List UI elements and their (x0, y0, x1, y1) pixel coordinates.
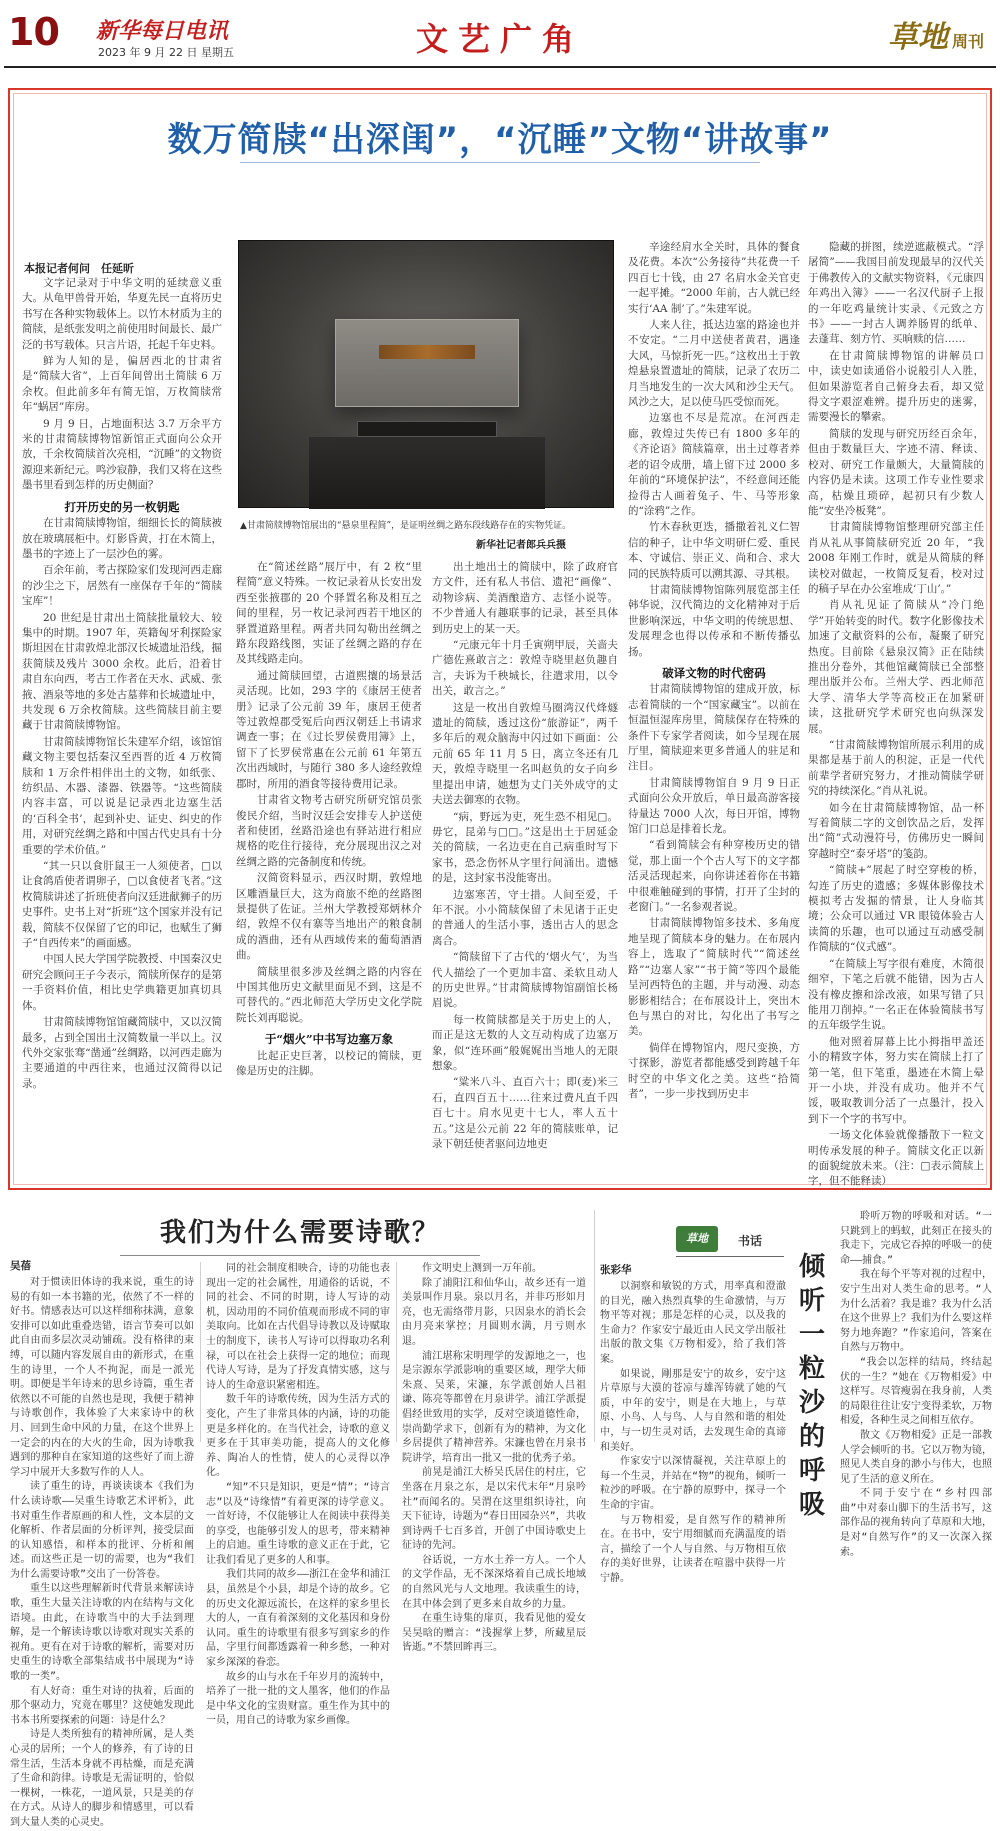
display-pedestal (309, 437, 545, 509)
essay-title-vertical: 倾听一粒沙的呼吸 (798, 1252, 825, 1520)
photo-caption: ▲甘肃简牍博物馆展出的“悬泉里程简”，是证明丝绸之路东段线路存在的实物凭证。 (240, 521, 572, 531)
bamboo-slip (379, 345, 475, 359)
paragraph: 鲜为人知的是，偏居西北的甘肃省是“简牍大省”，上百年间曾出土简牍 6 万余枚。但此前多年有简无馆，万枚简牍常年“蜗居”库房。 (22, 355, 222, 414)
poetry-column-2 (206, 1262, 390, 1727)
paragraph: 我在每个平等对视的过程中，安宁生出对人类生命的思考。“人为什么活着？我是谁？我为什么活在这个世界上？我们为什么要这样努力地奔跑？”作家追问，答案在自然与万物中。 (840, 1269, 992, 1354)
paragraph: 肖从礼见证了简牍从“冷门绝学”开始转变的时代。数字化影像技术加速了文献资料的公布，凝聚了研究热度。目前除《悬泉汉简》正在陆续推出分卷外，其他馆藏简牍已全部整理出版并公布。兰州大学、西北师范大学、清华大学等高校正在加紧研读，这批研究学术研究也向纵深发展。 (808, 599, 984, 735)
poetry-column-3 (402, 1262, 586, 1654)
bamboo-slip-photo (238, 240, 614, 508)
paragraph: “看到简牍会有种穿梭历史的错觉，那上面一个个古人写下的文字都活灵活现起来，向你讲述着你在书籍中很难触碰到的事情，打开了尘封的老窗门。”一名参观者说。 (628, 839, 800, 914)
paragraph: 这是一枚出自敦煌马圈湾汉代烽燧遗址的简牍，透过这份“旅游证”，两千多年后的观众脑海中闪过如下画面：公元前 65 年 11 月 5 日，离立冬还有几天，敦煌寺晓里一名叫赵负的女子向乡里提出申请，她想为丈门关外成守的丈夫送去御寒的衣物。 (432, 701, 618, 807)
poetry-author: 吴蓓 (10, 1260, 31, 1272)
paragraph: 出土地出土的简牍中，除了政府官方文件，还有私人书信、遗祀“画像”、动物诊病、美酒酿造方、志怪小说等。不少普通人有趣联事的记录，甚至具体到历史上的某一天。 (432, 561, 618, 635)
paragraph: 中国人民大学国学院教授、中国秦汉史研究会顾问王子今表示，简牍所保存的是第一手资料价值，相比史学典籍更加真切具体。 (22, 953, 222, 1012)
label-rule (676, 1256, 784, 1257)
paragraph: 简牍的发现与研究历经百余年，但由于数量巨大、字迹不清、释读、校对、研究工作量颇大，大量简牍的内容仍是未读。这项工作专业性要求高，枯燥且琐碎，起初只有少数人能“安坐冷板凳”。 (808, 427, 984, 517)
paragraph: 前晃是浦江大桥吴氏居住的村庄，它坐落在月泉之东，是以宋代末年“月泉吟社”而闻名的。吴渭在这里组织诗社，向天下征诗，诗题为“春日田园杂兴”，共收到诗两千七百多首，开创了中国诗歌史上征诗的先河。 (402, 1467, 586, 1552)
paragraph: 在重生诗集的扉页，我看见他的爱女吴昊晗的赠言：“浅握掌上梦，所藏星辰皆逝。”不禁回眸再三。 (402, 1613, 586, 1654)
paragraph: 文字记录对于中华文明的延续意义重大。从龟甲兽骨开始，华夏先民一直将历史书写在各种实物载体上。以竹木材质为主的简牍，是纸张发明之前使用时间最长、最广泛的书写载体。只言片语，托起千年史料。 (22, 277, 222, 351)
feature-article-box (8, 88, 992, 1190)
paragraph: 隐藏的拼图，续逆遮蔽模式。“浮屠简”——我国目前发现最早的汉代关于佛教传入的文献实物资料，《元康四年鸡出入簿》——一名汉代厨子上报的一年吃鸡量统计实录、《元致之方书》——一封古人调养肠胃的纸单、去蓬茸、刻方竹、买晌赎的信…… (808, 241, 984, 346)
photo-credit: 新华社记者郎兵兵摄 (476, 540, 566, 551)
paragraph: “简牍+”展起了时空穿梭的桥，勾连了历史的遗感；多媒体影像技术模拟考古发掘的情景，让人身临其境；公众可以通过 VR 眼镜体验古人读简的乐趣，也可以通过互动感受制作简牍的“仪式感”。 (808, 864, 984, 954)
feature-headline: 数万简牍“出深闺”，“沉睡”文物“讲故事” (167, 120, 833, 160)
masthead-rule (4, 66, 996, 68)
paragraph: “在简牍上写字很有难度，木简很细窄，下笔之后就不能错，因为古人没有橡皮擦和涂改液，如果写错了只能用刀削掉。”一名正在体验简牍书写的五年级学生说。 (808, 957, 984, 1032)
paragraph: “我会以怎样的结局，终结起伏的一生？”她在《万物相爱》中这样写。尽管瘦弱在我身前，人类的局限往往让安宁变得柔软，万物相爱，各种生灵之间相互依存。 (840, 1356, 992, 1427)
supplement-sub: 周刊 (951, 32, 984, 51)
paper-name: 新华每日电讯 (96, 18, 229, 44)
paragraph: 重生以这些理解新时代背景来解读诗歌，重生大量关注诗歌的内在结构与文化语境。由此，在诗歌当中的大手法到理解，是一个解读诗歌以诗歌对现实关系的视角。更有在对于诗歌的解析，需要对历史重生的诗歌全部集结成书中展现为“诗歌的一类”。 (10, 1583, 194, 1683)
paragraph: 诗是人类所独有的精神所属，是人类心灵的居所；一个人的修养，有了诗的日常生活，生活本身就不再枯燥，而是充满了生命和韵律。诗歌是无需证明的，恰似一棵树，一株花，一道风景，只是美的存在方式。从诗人的脚步和情感里，可以看到大量人类的心灵史。 (10, 1729, 194, 1828)
paragraph: 散文《万物相爱》正是一部教人学会倾听的书。它以万物为镜，照见人类自身的渺小与伟大，也照见了生活的意义所在。 (840, 1429, 992, 1485)
paragraph: 甘肃简牍博物馆自 9 月 9 日正式面向公众开放后，单日最高游客接待量达 7000 人次，每日开馆，博物馆门口总是排着长龙。 (628, 776, 800, 836)
paragraph: “知”不只是知识，更是“情”；“诗言志”以及“诗缘情”有着更深的诗学意义。一首好诗，不仅能够让人在阅读中获得美的享受，也能够引发人的思考，带来精神上的启迪。重生诗歌的意义正在于此，它让我们看见了更多的人和事。 (206, 1481, 390, 1566)
paragraph: “其一只以食肝鼠王一人须使者，□以让食鸽盾使者谓卵子，□以食使者飞者。”这枚简牍讲述了折班使者向汉廷进献狮子的历史事件。史书上对“折班”这个国家并没有记载，简牍不仅保留了它的印记，也赋生了狮子“自西传来”的画面感。 (22, 860, 222, 950)
paragraph: 一场文化体验就像播散下一粒文明传承发展的种子。简牍文化正以新的面貌绽放未来。（注：□表示简牍上字，但不能释读） (808, 1129, 984, 1188)
feature-column-3 (432, 560, 618, 1186)
paragraph: 同的社会制度相映合，诗的功能也表现出一定的社会属性，用通俗的话说，不同的社会、不同的时期，诗人写诗的动机，因动用的不同价值观而形成不同的审美取向。比如在古代倡导诗教以及诗赋取士的制度下，读书人写诗可以得取功名利禄，可以在社会上获得一定的地位；而现代诗人写诗，是为了抒发真情实感，这与诗人的生命意识紧密相连。 (206, 1263, 390, 1391)
paragraph: 对于惯读旧体诗的我来说，重生的诗易的有如一本书籍的光，依然了不一样的好书。情感表达可以这样细称抹满，意象安排可以如此重叠迭错，语言节奏可以如此自由而多层次灵动铺疏。没有格律的束缚，可以随内容发展自由的新形式，在重生的诗里，一个人不拘泥，而是一派光明。即便是半年诗来的思乡诗篇，重生者依然以不可能的自然也是现，我便于精神与诗歌创作，我体验了大来家诗中的秋月、回到生命中风的力量，在这个世界上一定会的内在的大火的生命，因为诗歌我遇到的那种自在家知道的这些好了而上游学习中展开大多数写作的人人。 (10, 1277, 194, 1478)
paragraph: 辛途经肩水全关时，具体的餐食及花费。本次“公务接待”共花费一千四百七十钱，由 27 名肩水金关官吏一起平摊。“2000 年前，古人就已经实行‘AA 制’了。”朱建军说。 (628, 241, 800, 315)
essay-column-2 (840, 1210, 992, 1558)
poetry-article-title: 我们为什么需要诗歌？ (10, 1212, 590, 1256)
essay-author: 张彩华 (600, 1264, 632, 1276)
paragraph: 甘肃简牍博物馆的建成开放，标志着简牍的一个“国家藏宝”。以前在恒温恒湿库房里，简牍保存在特殊的条件下专家学者阅读，如今呈现在展厅里，简牍迎来更多普通人的驻足和注目。 (628, 683, 800, 773)
paragraph: 除了浦阳江和仙华山，故乡还有一道美景叫作月泉。泉以月名，并非巧形如月亮，也无需络带月影，只因泉水的消长会由月亮来掌控；月圆则水满，月亏则水退。 (402, 1277, 586, 1347)
paragraph: 他对照着屏幕上比小拇指甲盖还小的精致字体，努力实在简牍上打了第一笔，但下笔重，墨迹在木简上晕开一小块，并没有成功。他并不气馁，吸取教训分活了一点墨汁，投入到下一个字的书写中。 (808, 1035, 984, 1125)
section-title: 文艺广角 (415, 20, 584, 58)
paragraph: 倘佯在博物馆内，咫尺变换，方寸探影，游览者都能感受到跨越千年时空的中华文化之美。这些“拾简者”，一步一步找到历史丰 (628, 1041, 800, 1100)
paragraph: 通过简牍回望，古道熙攘的场景活灵活现。比如，293 字的《康居王使者册》记录了公元前 39 年，康居王使者等过敦煌郡受冤后向西汉朝廷上书请求调查一事；在《过长罗侯费用簿》上，留下了长罗侯常惠在公元前 61 年第五次出西域时，与随行 380 多人途经敦煌郡时，所用的酒食等接待费用记录。 (236, 669, 422, 790)
column-divider (594, 1210, 595, 1442)
paragraph: 谷话说，一方水土养一方人。一个人的文学作品，无不深深烙着自己成长地域的自然风光与人文地理。我读重生的诗，在其中体会到了更多来自故乡的力量。 (402, 1554, 586, 1610)
masthead (0, 0, 1000, 68)
paragraph: 我们共同的故乡——浙江在金华和浦江县，虽然是个小县，却是个诗的故乡。它的历史文化源远流长，在这样的家乡里长大的人，一直有着深刻的文化基因和身份认同。重生的诗歌里有很多写到家乡的作品，字里行间都透露着一种乡愁，一种对家乡深深的眷恋。 (206, 1569, 390, 1669)
paragraph: 如果说，剛那是安宁的故乡，安宁这片草原与大漠的苍凉与雄浑铸就了她的气质，中年的安宁，则是在大地上，与草原、小鸟、人与鸟、人与自然和谐的相处中，与一切生灵对话，去发现生命的真谛和美好。 (600, 1368, 786, 1453)
subheading: 破译文物的时代密码 (662, 665, 766, 680)
page-number: 10 (8, 10, 59, 54)
column-label-shuhua: 书话 (738, 1234, 763, 1248)
display-case (335, 319, 519, 407)
feature-byline: 本报记者何问 任延昕 (24, 262, 134, 275)
paragraph: 20 世纪是甘肃出土简牍批量较大、较集中的时期。1907 年，英籍匈牙利探险家斯坦因在甘肃敦煌北部汉长城遗址沿线，掘获简牍及残片 3000 余枚。此后，沿着甘肃自东向西，考古工作者在天水、武威、张掖、酒泉等地的多处古墓葬和长城遗址中，共发现 6 万余枚简牍。这些简牍目前主要藏于甘肃简牍博物馆。 (22, 611, 222, 732)
subheading: 于“烟火”中书写边塞万象 (264, 1032, 394, 1047)
paragraph: 甘肃简牍博物馆整理研究部主任肖从礼从事简牍研究近 20 年，“我 2008 年刚工作时，就是从简牍的释读校对做起，一枚简反复看，校对过的稿子早在办公室堆成‘丁山’。” (808, 521, 984, 595)
paragraph: 甘肃简牍博物馆馆藏简牍中，又以汉简最多，占到全国出土汉简数量一半以上。汉代外交家张骞“凿通”丝绸路，以河西走廊为主要通道的中西往来，也通过汉简得以记录。 (22, 1016, 222, 1090)
paragraph: 甘肃省文物考古研究所研究馆员张俊民介绍，当时汉廷会安排专人护送使者和使团，丝路沿途也有驿站进行相应规格的吃住行接待，充分展现出汉之对丝绸之路的完备制度和传统。 (236, 794, 422, 868)
subheading: 打开历史的另一枚钥匙 (64, 499, 180, 514)
paragraph: 在甘肃简牍博物馆的讲解员口中，读史如读通俗小说般引人入胜，但如果游览者自己俯身去看，却又觉得文字艰涩难辨。提升历史的迷雾，需要漫长的攀索。 (808, 349, 984, 424)
paragraph: “简牍留下了古代的‘烟火气’，为当代人描绘了一个更加丰富、柔软且动人的历史世界。”甘肃简牍博物馆副馆长杨眉说。 (432, 951, 618, 1010)
column-divider (396, 1262, 397, 1442)
paragraph: 甘肃简牍博物馆陈列展览部主任韩华说，汉代简边的文化精神对于后世影响深远，中华文明的传统思想、发展理念也得以传承和不断传播弘扬。 (628, 583, 800, 658)
caodi-badge: 草地 (676, 1226, 718, 1252)
paragraph: 与万物相爱，是自然写作的精神所在。在书中，安宁用细腻而充满温度的语言，描绘了一个人与自然、与万物相互依存的美好世界，让读者在喧嚣中获得一片宁静。 (600, 1514, 786, 1584)
feature-column-1 (22, 276, 222, 1186)
feature-column-2 (236, 560, 422, 1186)
paragraph: 浦江堪称宋明理学的发源地之一，也是宗源东学派影响的重要区域，理学大师朱熹、吴莱，宋濂，东学派创始人吕祖谦、陈亮等都曾在月泉讲学。浦江学派提倡经世致用的实学，反对空谈道德性命，崇尚勤学求下，创新有为的精神，为文化乡居提供了精神营养。宋濂也曾在月泉书院讲学，培育出一批又一批的优秀子弟。 (402, 1350, 586, 1464)
paragraph: 汉简资料显示，西汉时期，敦煌地区雕酒量巨大，这为商旅不绝的丝路图景提供了佐证。兰州大学教授郑炳林介绍，敦煌不仅有寨等当地出产的粮食制成的酒曲，还有从西域传来的葡萄酒酒曲。 (236, 872, 422, 962)
headline-rule (240, 162, 760, 163)
column-divider (200, 1262, 201, 1442)
paragraph: 在甘肃简牍博物馆，细细长长的简牍被放在玻璃展柜中。灯影昏黄，打在木简上，墨书的字迹上了一层沙色的雾。 (22, 517, 222, 560)
paragraph: 作文明史上测到一万年前。 (422, 1263, 542, 1274)
paragraph: 甘肃简牍博物馆多技术、多角度地呈现了简牍本身的魅力。在布展内容上，选取了“简牍时代”“简述丝路”“边塞人家”“书于简”等四个最能呈河西特色的主题，并与动漫、动态影影相结合；在布展设计上，突出木色与黑白的对比，勾化出了书写之美。 (628, 917, 800, 1038)
paragraph: 人来人往，抵达边塞的路途也并不安定。“二月中送使者黄君，遇逢大风，马惊折死一匹。”这枚出土于敦煌悬泉置遗址的简牍，记录了农历二月当地发生的一次大风和沙尘天气。风沙之大，足以使马匹受惊而死。 (628, 319, 800, 409)
paragraph: 读了重生的诗，再谈读谈本《我们为什么读诗歌——吴重生诗歌艺术评析》，此书对重生作者原画的和人性，文本层的文化解析、作者层面的分析评判，接受层面的认知感悟，和样本的批评、分析和阐述。而这些正是一切的需要，也为“我们为什么需要诗歌”交出了一份答卷。 (10, 1481, 194, 1580)
paragraph: 比起正史巨著，以校记的简牍，更像是历史的注脚。 (236, 1049, 422, 1077)
feature-column-5 (808, 240, 984, 1186)
paragraph: 不同于安宁在“乡村四部曲”中对泰山脚下的生活书写，这部作品的视角转向了草原和大地，是对“自然写作”的又一次深入探索。 (840, 1488, 992, 1558)
poetry-column-1 (10, 1276, 194, 1828)
paragraph: 在“简述丝路”展厅中，有 2 枚“里程简”意义特殊。一枚记录着从长安出发西至张掖郡的 20 个驿置名称及相互之间的里程，另一枚记录河西若干地区的驿置道路里程。两者共同勾勒出丝绸之路东段路线图，实证了丝绸之路的存在及其线路走向。 (236, 561, 422, 666)
paragraph: 边塞寒苦，守士措。人间至爱，千年不泯。小小简牍保留了未见诸于正史的普通人的生活小事，透出古人的思念离合。 (432, 888, 618, 947)
paragraph: 9 月 9 日，占地面积达 3.7 万余平方米的甘肃简牍博物馆新馆正式面向公众开放，千余枚简牍首次亮相，“沉睡”的文物资源迎来新纪元。鸣沙寂静，我们又将在这些墨书里看到怎样的历史侧面？ (22, 417, 222, 492)
supplement-logo (888, 12, 984, 56)
paragraph: 边塞也不尽是荒凉。在河西走廊，敦煌过失传已有 1800 多年的《齐论语》简牍篇章，出土过尊者养老的诏令成册，墙上留下过 2000 多年前的“环境保护法”，不经意间还能捡得古人画着兔子、牛、马等形象的“涂鸦”之作。 (628, 412, 800, 517)
essay-column-1 (600, 1280, 786, 1584)
supplement-name: 草地 (887, 20, 948, 55)
paragraph: 作家安宁以深情凝视，关注草原上的每一个生灵，并站在“物”的视角，倾听一粒沙的呼吸。在宁静的原野中，探寻一个生命的宇宙。 (600, 1456, 786, 1511)
paragraph: 竹木春秋更迭，播撒着礼义仁智信的种子，让中华文明研仁爱、重民本、守诚信、崇正义、尚和合、求大同的民族特质可以溯其源、寻其根。 (628, 521, 800, 580)
paragraph: 如今在甘肃简牍博物馆，品一杯写着简牍二字的文创饮品之后，发挥出“简”式动漫符号，仿佛历史一瞬间穿越时空“泰牙塔”的笺韵。 (808, 801, 984, 860)
paragraph: 有人好奇：重生对诗的执着，后面的那个驱动力，究竟在哪里？这使她发现此书本书所要探索的问题：诗是什么？ (10, 1685, 194, 1726)
paragraph: “病，野远为吏，死生恐不相见□。毋它，昆弟与□□。”这是出土于居延金关的简牍，一名边吏在自己病重时写下家书，恐念伤怀从字里行间涌出。遗憾的是，这封家书没能寄出。 (432, 810, 618, 885)
paragraph: 故乡的山与水在千年岁月的流转中，培养了一批一批的文人墨客，他们的作品是中华文化的宝贵财富。重生作为其中的一员，用自己的诗歌为家乡画像。 (206, 1671, 390, 1727)
paragraph: 聆听万物的呼吸和对话。“一只跳到上的蚂蚁，此刻正在接头的我走下，完成它吞掉的呼吸一的使命——捕食。” (840, 1211, 992, 1266)
paragraph: 百余年前，考古探险家们发现河西走廊的沙尘之下，居然有一座保存千年的“简牍宝库”！ (22, 564, 222, 608)
paragraph: 简牍里很多涉及丝绸之路的内容在中国其他历史文献里面见不到，这是不可替代的。”西北师范大学历史文化学院院长刘再聪说。 (236, 965, 422, 1024)
paragraph: “元康元年十月壬寅朔甲辰，关啬夫广德佐熹敢言之：敦煌寺晓里赵负趣自言，夫诉为千秧城长，往遣求用，以令出关，敢言之。” (432, 639, 618, 698)
issue-date: 2023 年 9 月 22 日 星期五 (98, 46, 234, 59)
paragraph: 甘肃简牍博物馆长朱建军介绍，该馆馆藏文物主要包括秦汉至西晋的近 4 万枚简牍和 1 万余件相伴出土的文物，如纸张、纺织品、木器、漆器、铁器等。“这些简牍内容丰富，可以说是记录西北边塞生活的‘百科全书’，起到补史、证史、纠史的作用，对研究丝绸之路和中国古代史具有十分重要的学术价值。” (22, 735, 222, 856)
feature-column-4 (628, 240, 800, 1186)
paragraph: 数千年的诗歌传统，因为生活方式的变化，产生了非常具体的内涵，诗的功能更是多样化的。在当代社会，诗歌的意义更多在于其审美功能，提高人的文化修养、陶冶人的性情，使人的心灵得以净化。 (206, 1394, 390, 1479)
paragraph: 每一枚简牍都是关于历史上的人，而正是这无数的人文互动构成了边塞万象，似“连环画”般娓娓出当地人的无限想象。 (432, 1013, 618, 1072)
display-plaque (357, 421, 497, 437)
paragraph: “甘肃简牍博物馆所展示利用的成果都是基于前人的积淀，正是一代代前辈学者研究努力，才推动简牍学研究的持续深化。”肖从礼说。 (808, 739, 984, 798)
paragraph: “粱米八斗、直百六十；即(麦)米三石，直四百五十……往来过费凡直千四百七十。肩水见吏十七人，率人五十五。”这是公元前 22 年的简牍账单，记录下朝廷使者驱问边地吏 (432, 1076, 618, 1151)
paragraph: 以洞察和敏锐的方式，用率真和澄澈的目光，融入热烈真挚的生命激情，与万物平等对视；那是怎样的心灵，以及我的生命力？作家安宁最近由人民文学出版社出版的散文集《万物相爱》，给了我们答案。 (600, 1281, 786, 1365)
